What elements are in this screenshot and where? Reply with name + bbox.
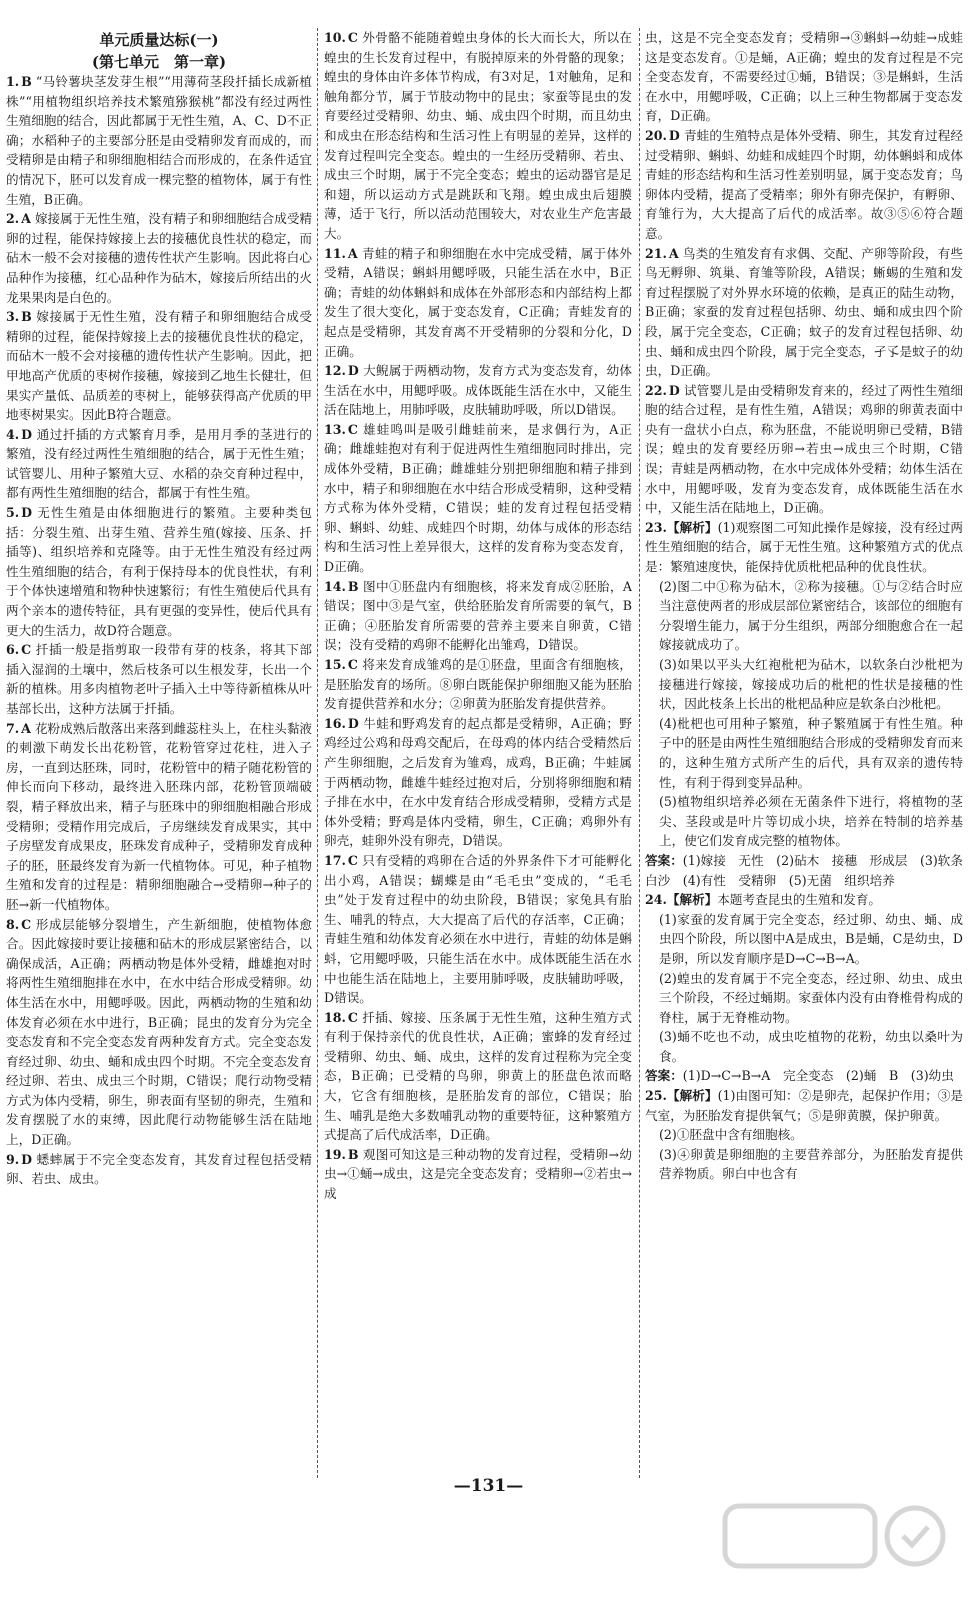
answer-choice: C [21, 642, 32, 658]
question-item [324, 361, 632, 420]
answer-choice: C [21, 916, 32, 932]
explanation-text: 嫁接属于无性生殖，没有精子和卵细胞结合成受精卵的过程，能保持嫁接上去的接穗优良性状的稳定，而砧木一般不会对接穗的遗传性状产生影响。因此，把甲地高产优质的枣树作接穗，嫁接到乙地生长健壮，但果实产量低、品质差的枣树上，能够获得高产优质的甲地枣树果实。因此B符合题意。 [6, 309, 312, 423]
question-number: 21. [645, 245, 667, 261]
answer-line [645, 851, 963, 890]
question-number: 16. [324, 715, 346, 731]
watermark-icon [715, 1500, 955, 1590]
explanation-text: 形成层能够分裂增生，产生新细胞，使植物体愈合。因此嫁接时要让接穗和砧木的形成层紧密结合，以确保成活，A正确；两栖动物是体外受精，雌雄抱对时将两性生殖细胞排在水中，在水中结合形成受精卵。幼体生活在水中，用鳃呼吸。因此，两栖动物的生殖和幼体发育必须在水中进行，B正确；昆虫的发育分为完全变态发育和不完全变态发育两种发育方式。完全变态发育经过卵、幼虫、蛹和成虫四个时期。不完全变态发育经过卵、若虫、成虫三个时期，C错误；爬行动物受精方式为体内受精，卵生，卵表面有坚韧的卵壳，生殖和发育摆脱了水的束缚，因此爬行动物能够生活在陆地上，D正确。 [6, 916, 312, 1148]
question-number: 13. [324, 421, 346, 437]
explanation-paragraph: (2)①胚盘中含有细胞核。 [659, 1127, 803, 1143]
question-number: 24. [645, 892, 667, 908]
answer-choice: D [21, 426, 33, 442]
unit-title: 单元质量达标(一) [99, 31, 219, 49]
question-number: 7. [6, 720, 20, 736]
explanation-text: 花粉成熟后散落出来落到雌蕊柱头上，在柱头黏液的刺激下萌发长出花粉管，花粉管穿过花柱，进入子房，一直到达胚珠，同时，花粉管中的精子随花粉管的伸长而向下移动，最终进入胚珠内部，花粉管顶端破裂，精子释放出来，精子与胚珠中的卵细胞相融合形成受精卵；受精作用完成后，子房继续发育成果实，其中子房壁发育成果皮，胚珠发育成种子，受精卵发育成种子的胚，胚最终发育为新一代植物体。可见，种子植物生殖和发育的过程是：精卵细胞融合→受精卵→种子的胚→新一代植物体。 [6, 720, 312, 912]
explanation-text: 无性生殖是由体细胞进行的繁殖。主要种类包括：分裂生殖、出芽生殖、营养生殖(嫁接、压条、扦插等)、组织培养和克隆等。由于无性生殖没有经过两性生殖细胞的结合，有利于保持母本的优良性状，有利于个体快速增殖和物种快速繁衍；有性生殖使后代具有两个亲本的遗传特征，具有更强的变异性，使后代具有更大的生活力，故D符合题意。 [6, 505, 312, 638]
question-number: 18. [324, 1009, 346, 1025]
question-item [6, 915, 312, 1150]
explanation-text: 虫，这是不完全变态发育；受精卵→③蝌蚪→幼蛙→成蛙这是变态发育。①是蛹，A正确；蝗虫的发育过程是不完全变态发育，不需要经过①蛹，B错误；③是蝌蚪，生活在水中，用鳃呼吸，C正确；以上三种生物都属于变态发育，D正确。 [645, 30, 963, 124]
answer-choice: B [21, 74, 32, 89]
question-number: 4. [6, 426, 20, 442]
question-item [324, 714, 632, 851]
answer-choice: D [21, 505, 33, 521]
explanation-text: 观图可知这是三种动物的发育过程，受精卵→幼虫→①蛹→成虫，这是完全变态发育；受精卵→②若虫→成 [324, 1146, 632, 1202]
answer-choice: D [668, 127, 680, 143]
explanation-text: 雄蛙鸣叫是吸引雌蛙前来，是求偶行为，A正确；雌雄蛙抱对有利于促进两性生殖细胞同时排出，完成体外受精，B正确；雌雄蛙分别把卵细胞和精子排到水中，精子和卵细胞在水中结合形成受精卵，这种受精方式称为体外受精，C错误；蛙的发育过程包括受精卵、蝌蚪、幼蛙、成蛙四个时期，幼体与成体的形态结构和生活习性上差异很大，这样的发育称为变态发育，D正确。 [324, 421, 632, 575]
question-item [645, 1086, 963, 1125]
column-3 [645, 28, 963, 1478]
explanation-text: 本题考查昆虫的生殖和发育。 [717, 892, 882, 908]
answer-choice: C [347, 30, 358, 45]
answer-choice: C [347, 852, 358, 868]
answer-label: 答案： [645, 852, 683, 868]
question-item [6, 209, 312, 307]
question-number: 25. [645, 1088, 667, 1104]
explanation-paragraph: (3)如果以平头大红袍枇杷为砧木，以软条白沙枇杷为接穗进行嫁接，嫁接成功后的枇杷的性状是接穗的性状，因此枝条上长出的枇杷品种应是软条白沙枇杷。 [659, 657, 963, 712]
question-item [645, 518, 963, 577]
question-number: 12. [324, 363, 346, 379]
question-item [645, 126, 963, 244]
watermark-logo [715, 1500, 955, 1590]
column-divider [639, 28, 640, 1478]
explanation-paragraph: (3)蛹不吃也不动，成虫吃植物的花粉，幼虫以桑叶为食。 [659, 1029, 963, 1064]
explanation-text: 试管婴儿是由受精卵发育来的，经过了两性生殖细胞的结合过程，是有性生殖，A错误；鸡卵的卵黄表面中央有一盘状小白点，称为胚盘，不能说明卵已受精，B错误；蝗虫的发育要经历卵→若虫→成虫三个时期，C错误；青蛙是两栖动物，在水中完成体外受精；幼体生活在水中，用鳃呼吸，发育为变态发育，成体既能生活在水中，又能生活在陆地上，D正确。 [645, 382, 963, 516]
question-item [645, 244, 963, 381]
column-divider [317, 28, 318, 1478]
answer-choice: B [347, 1146, 359, 1162]
question-number: 2. [6, 211, 20, 227]
answer-choice: C [347, 421, 358, 437]
answer-text: (1)D→C→B→A 完全变态 (2)蛹 B (3)幼虫 [682, 1068, 954, 1084]
explanation-text: 鸟类的生殖发育有求偶、交配、产卵等阶段，有些鸟无孵卵、筑巢、育雏等阶段，A错误；蜥蜴的生殖和发育过程摆脱了对外界水环境的依赖，是真正的陆生动物，B正确；家蚕的发育过程包括卵、幼虫、蛹和成虫四个阶段，属于完全变态，C正确；蚊子的发育过程包括卵、幼虫、蛹和成虫四个阶段，属于完全变态，孑孓是蚊子的幼虫，D正确。 [645, 245, 963, 379]
explanation-text: 牛蛙和野鸡发育的起点都是受精卵，A正确；野鸡经过公鸡和母鸡交配后，在母鸡的体内结合受精然后产生卵细胞，之后发育为雏鸡，成鸡，B正确；牛蛙属于两栖动物，雌雄牛蛙经过抱对后，分别将卵细胞和精子排在水中，在水中发育结合形成受精卵，受精方式是体外受精；野鸡是体内受精，卵生，C正确；鸡卵外有卵壳，蛙卵外没有卵壳，D错误。 [324, 715, 632, 849]
col3-items [645, 28, 963, 1184]
question-item [324, 420, 632, 577]
answer-choice: A [668, 245, 679, 261]
question-number: 17. [324, 852, 346, 868]
question-item [6, 719, 312, 915]
answer-choice: D [347, 715, 359, 731]
col1-items [6, 72, 312, 1189]
explanation-paragraph: (2)图二中①称为砧木，②称为接穗。①与②结合时应当注意使两者的形成层部位紧密结合，该部位的细胞有分裂增生能力，属于分生组织，两部分细胞愈合在一起嫁接就成功了。 [659, 578, 963, 653]
answer-choice: A [347, 245, 358, 261]
question-item [324, 28, 632, 244]
explanation-text: 扦插一般是指剪取一段带有芽的枝条，将其下部插入湿润的土壤中，然后枝条可以生根发芽，长出一个新的植株。用多肉植物老叶子插入土中等待新植株从叶基部长出，这种方法属于扦插。 [6, 642, 312, 716]
question-item [324, 851, 632, 1008]
answer-choice: B [21, 309, 32, 325]
answer-text: (1)嫁接 无性 (2)砧木 接穗 形成层 (3)软条白沙 (4)有性 受精卵 (5)无菌 组织培养 [645, 852, 963, 888]
explanation-text: 将来发育成雏鸡的是①胚盘，里面含有细胞核，是胚胎发育的场所。⑧卵白既能保护卵细胞又能为胚胎发育提供营养和水分；②卵黄为胚胎发育提供营养。 [324, 657, 632, 712]
question-number: 10. [324, 30, 346, 45]
answer-choice: A [21, 211, 31, 227]
question-item [645, 381, 963, 518]
explanation-text: “马铃薯块茎发芽生根”“用薄荷茎段扦插长成新植株”“用植物组织培养技术繁殖猕猴桃”都没有经过两性生殖细胞的结合，因此都属于无性生殖，A、C、D不正确；水稻种子的主要部分胚是由受精卵发育而成的，而受精卵是由精子和卵细胞相结合而形成的，在条件适宜的情况下，胚可以发育成一棵完整的植物体，属于有性生殖，B正确。 [6, 74, 312, 207]
question-item [324, 1145, 632, 1204]
question-item [6, 640, 312, 718]
question-item [6, 425, 312, 503]
answer-choice: D [347, 363, 359, 379]
question-item [6, 1150, 312, 1189]
column-2 [324, 28, 632, 1478]
question-number: 11. [324, 245, 346, 261]
question-number: 14. [324, 578, 346, 594]
question-item [6, 307, 312, 425]
question-number: 22. [645, 382, 667, 398]
question-item [6, 72, 312, 209]
explanation-text: 青蛙的生殖特点是体外受精、卵生，其发育过程经过受精卵、蝌蚪、幼蛙和成蛙四个时期，幼体蝌蚪和成体青蛙的形态结构和生活习性差别明显，属于变态发育；鸟卵体内受精，提高了受精率；卵外有卵壳保护，有孵卵、育雏行为，大大提高了后代的成活率。故③⑤⑥符合题意。 [645, 127, 963, 241]
question-item [324, 1008, 632, 1145]
explanation-text: 扦插、嫁接、压条属于无性生殖，这种生殖方式有利于保持亲代的优良性状，A正确；蜜蜂的发育经过受精卵、幼虫、蛹、成虫，这样的发育过程称为完全变态，B正确；已受精的鸟卵，卵黄上的胚盘色浓而略大，它含有细胞核，是胚胎发育的部位，C错误；胎生、哺乳是绝大多数哺乳动物的重要特征，这种繁殖方式提高了后代成活率，D正确。 [324, 1009, 632, 1143]
unit-subtitle: (第七单元 第一章) [91, 53, 227, 71]
question-number: 3. [6, 309, 20, 325]
explanation-text: 只有受精的鸡卵在合适的外界条件下才可能孵化出小鸡，A错误；蝴蝶是由“毛毛虫”变成的，“毛毛虫”处于发育过程中的幼虫阶段，B错误；家兔具有胎生、哺乳的特点，大大提高了后代的存活率，C正确；青蛙生殖和幼体发育必须在水中进行，青蛙的幼体是蝌蚪，它用鳃呼吸，只能生活在水中。成体既能生活在水中也能生活在陆地上，主要用肺呼吸，皮肤辅助呼吸，D错误。 [324, 852, 632, 1006]
analysis-tag: 【解析】 [666, 892, 718, 908]
question-item [6, 503, 312, 640]
answer-line [645, 1066, 963, 1086]
analysis-tag: 【解析】 [666, 1088, 718, 1104]
answer-choice: B [347, 578, 359, 594]
answer-label: 答案： [645, 1068, 683, 1084]
question-number: 23. [645, 519, 667, 535]
question-number: 9. [6, 1151, 20, 1167]
question-number: 6. [6, 642, 20, 658]
question-number: 8. [6, 916, 20, 932]
explanation-text: 大鲵属于两栖动物，发育方式为变态发育，幼体生活在水中，用鳃呼吸。成体既能生活在水中，又能生活在陆地上，用肺呼吸，皮肤辅助呼吸，所以D错误。 [324, 363, 632, 418]
question-item [324, 577, 632, 655]
explanation-paragraph: (2)蝗虫的发育属于不完全变态，经过卵、幼虫、成虫三个阶段，不经过蛹期。家蚕体内没有由脊椎骨构成的脊柱，属于无脊椎动物。 [659, 970, 963, 1025]
explanation-text: 图中①胚盘内有细胞核，将来发育成②胚胎，A错误；图中③是气室，供给胚胎发育所需要的氧气，B正确；④胚胎发育所需要的营养主要来自卵黄，C错误；没有受精的鸡卵不能孵化出雏鸡，D错误。 [324, 578, 632, 653]
question-number: 20. [645, 127, 667, 143]
question-item [645, 890, 963, 910]
explanation-text: 蟋蟀属于不完全变态发育，其发育过程包括受精卵、若虫、成虫。 [6, 1151, 312, 1187]
explanation-text: (1)观察图二可知此操作是嫁接，没有经过两性生殖细胞的结合，属于无性生殖。这种繁殖方式的优点是：繁殖速度快，能保持优质枇杷品种的优良性状。 [645, 519, 963, 575]
explanation-paragraph: (3)④卵黄是卵细胞的主要营养部分，为胚胎发育提供营养物质。卵白中也含有 [659, 1146, 963, 1182]
col2-items [324, 28, 632, 1204]
explanation-paragraph: (1)家蚕的发育属于完全变态，经过卵、幼虫、蛹、成虫四个阶段，所以图中A是成虫，B是蛹，C是幼虫，D是卵，所以发育顺序是D→C→B→A。 [659, 911, 963, 966]
question-number: 1. [6, 74, 20, 89]
explanation-text: 青蛙的精子和卵细胞在水中完成受精，属于体外受精，A错误；蝌蚪用鳃呼吸，只能生活在水中，B正确；青蛙的幼体蝌蚪和成体在外部形态和内部结构上都发生了很大变化，属于变态发育，C正确；青蛙发育的起点是受精卵，其发育离不开受精卵的分裂和分化，D正确。 [324, 245, 632, 359]
explanation-text: 通过扦插的方式繁育月季，是用月季的茎进行的繁殖，没有经过两性生殖细胞的结合，属于无性生殖；试管婴儿、用种子繁殖大豆、水稻的杂交育种过程中，都有两性生殖细胞的结合，都属于有性生殖。 [6, 426, 312, 501]
analysis-tag: 【解析】 [666, 519, 718, 535]
answer-choice: D [668, 382, 680, 398]
question-item [645, 28, 963, 126]
answer-choice: D [21, 1151, 33, 1167]
answer-choice: A [21, 720, 31, 736]
question-number: 5. [6, 505, 20, 521]
page-number: —131— [453, 1476, 524, 1496]
question-item [324, 655, 632, 714]
column-1 [6, 28, 312, 1478]
explanation-text: 外骨骼不能随着蝗虫身体的长大而长大，所以在蝗虫的生长发育过程中，有脱掉原来的外骨骼的现象；蝗虫的身体由许多体节构成，有3对足，1对触角，足和触角都分节，属于节肢动物中的昆虫；家蚕等昆虫的发育要经过受精卵、幼虫、蛹、成虫四个时期，而且幼虫和成虫在形态结构和生活习性上有明显的差异，这样的发育过程叫完全变态。蝗虫的一生经历受精卵、若虫、成虫三个时期，属于不完全变态；蝗虫的运动器官是足和翅，所以运动方式是跳跃和飞翔。蝗虫成虫后翅膜薄，适于飞行，所以活动范围较大，对农业生产危害最大。 [324, 30, 632, 241]
explanation-text: (1)由图可知：②是卵壳，起保护作用；③是气室，为胚胎发育提供氧气；⑤是卵黄膜，保护卵黄。 [645, 1088, 963, 1123]
answer-choice: C [347, 1009, 358, 1025]
explanation-text: 嫁接属于无性生殖，没有精子和卵细胞结合成受精卵的过程，能保持嫁接上去的接穗优良性状的稳定，而砧木一般不会对接穗的遗传性状产生影响。因此将白心品种作为接穗，红心品种作为砧木，嫁接后所结出的火龙果果肉是白色的。 [6, 211, 312, 305]
explanation-paragraph: (5)植物组织培养必须在无菌条件下进行，将植物的茎尖、茎段或是叶片等切成小块，培养在特制的培养基上，使它们发育成完整的植物体。 [659, 794, 963, 849]
answer-choice: C [347, 657, 358, 672]
question-item [324, 244, 632, 362]
explanation-paragraph: (4)枇杷也可用种子繁殖，种子繁殖属于有性生殖。种子中的胚是由两性生殖细胞结合形成的受精卵发育而来的，这种生殖方式所产生的后代，具有双亲的遗传特性，有利于得到变异品种。 [659, 715, 963, 790]
question-number: 19. [324, 1146, 346, 1162]
question-number: 15. [324, 657, 346, 672]
